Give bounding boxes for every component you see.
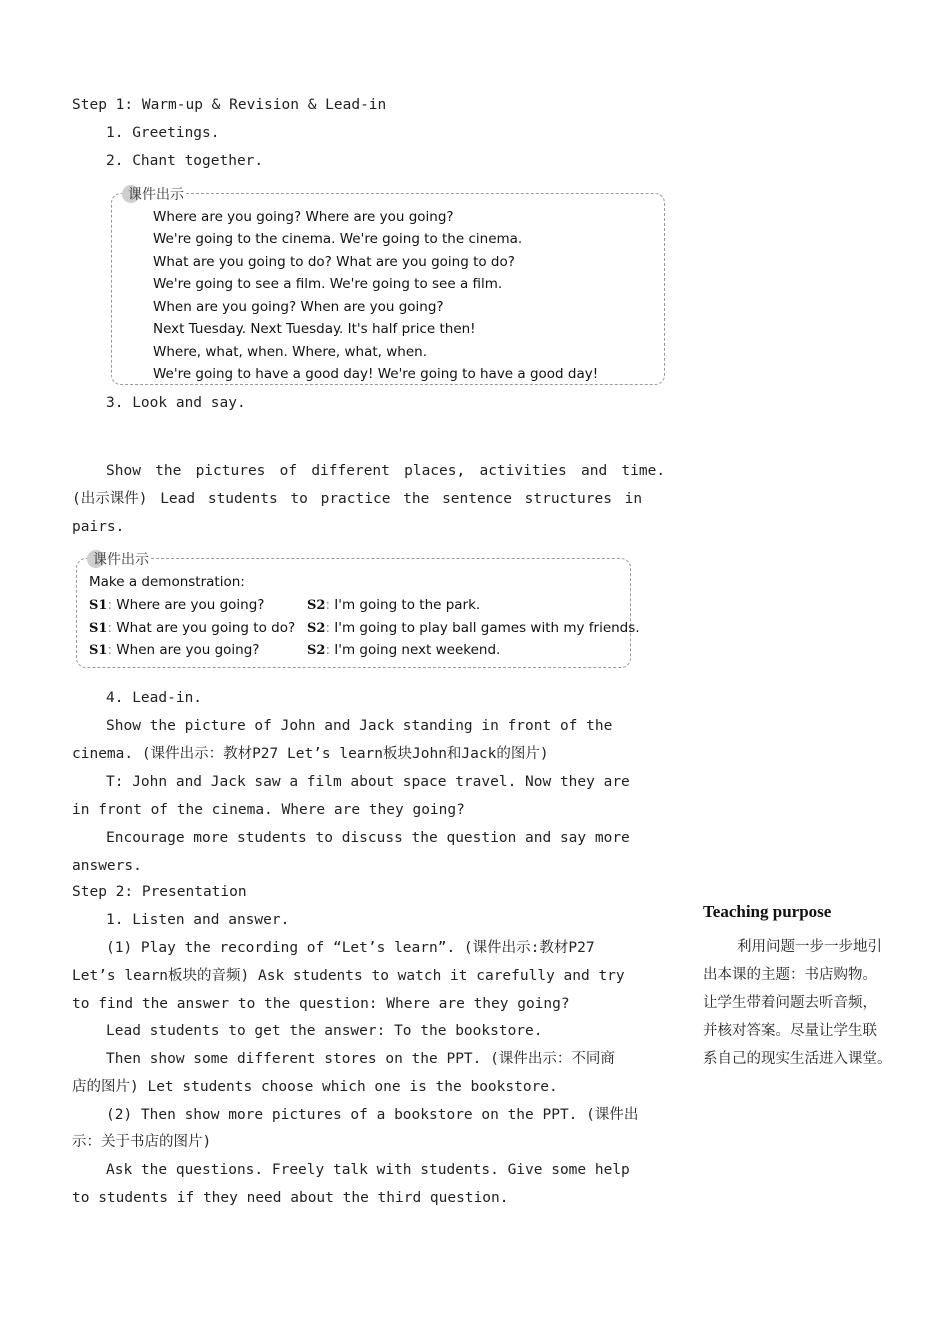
paragraph-line: Show the picture of John and Jack standing in front of the <box>106 718 613 734</box>
step1-item-look-and-say: 3. Look and say. <box>106 395 246 411</box>
dialogue-s2: S2: I'm going to play ball games with my friends. <box>307 620 640 636</box>
paragraph-line: answers. <box>72 858 142 874</box>
paragraph-line: Encourage more students to discuss the question and say more <box>106 830 630 846</box>
paragraph-line: T: John and Jack saw a film about space travel. Now they are <box>106 774 630 790</box>
paragraph-line: Let’s learn板块的音频) Ask students to watch it carefully and try <box>72 968 625 984</box>
chant-line: Where, what, when. Where, what, when. <box>153 344 427 360</box>
paragraph-line: in front of the cinema. Where are they going? <box>72 802 465 818</box>
chant-line: What are you going to do? What are you going to do? <box>153 254 515 270</box>
dialogue-s2: S2: I'm going next weekend. <box>307 642 501 658</box>
paragraph-line: 店的图片) Let students choose which one is the bookstore. <box>72 1079 558 1095</box>
dialogue-s1: S1: When are you going? <box>89 642 260 658</box>
demo-title: Make a demonstration: <box>89 574 245 590</box>
chant-line: We're going to the cinema. We're going to the cinema. <box>153 231 523 247</box>
teaching-purpose-line: 利用问题一步一步地引 <box>737 939 882 955</box>
paragraph-line: (1) Play the recording of “Let’s learn”. (课件出示:教材P27 <box>106 940 595 956</box>
step1-heading: Step 1: Warm-up & Revision & Lead-in <box>72 97 387 113</box>
paragraph-line: Ask the questions. Freely talk with students. Give some help <box>106 1162 630 1178</box>
chant-line: Next Tuesday. Next Tuesday. It's half price then! <box>153 321 476 337</box>
paragraph-line: (出示课件) Lead students to practice the sentence structures in <box>72 491 643 507</box>
demonstration-box-tag: 课件出示 <box>87 549 151 569</box>
paragraph-line: cinema. (课件出示：教材P27 Let’s learn板块John和Jack的图片) <box>72 746 549 762</box>
chant-box-tag: 课件出示 <box>122 184 186 204</box>
chant-line: Where are you going? Where are you going? <box>153 209 454 225</box>
chant-line: We're going to see a film. We're going to see a film. <box>153 276 503 292</box>
paragraph-line: pairs. <box>72 519 125 535</box>
dialogue-s1: S1: Where are you going? <box>89 597 265 613</box>
paragraph-line: 示：关于书店的图片) <box>72 1134 212 1150</box>
step1-item-lead-in: 4. Lead-in. <box>106 690 203 706</box>
step1-item-greetings: 1. Greetings. <box>106 125 220 141</box>
step2-heading: Step 2: Presentation <box>72 884 247 900</box>
paragraph-line: Then show some different stores on the PPT. (课件出示：不同商 <box>106 1051 615 1067</box>
teaching-purpose-line: 出本课的主题：书店购物。 <box>703 967 877 983</box>
teaching-purpose-title: Teaching purpose <box>703 902 832 921</box>
chant-line: When are you going? When are you going? <box>153 299 444 315</box>
paragraph-line: Lead students to get the answer: To the bookstore. <box>106 1023 543 1039</box>
teaching-purpose-line: 并核对答案。尽量让学生联 <box>703 1023 877 1039</box>
teaching-purpose-line: 让学生带着问题去听音频， <box>703 995 877 1011</box>
paragraph-line: to students if they need about the third question. <box>72 1190 509 1206</box>
paragraph-line: to find the answer to the question: Where are they going? <box>72 996 570 1012</box>
paragraph-line: Show the pictures of different places, activities and time. <box>106 463 666 479</box>
dialogue-s2: S2: I'm going to the park. <box>307 597 481 613</box>
chant-line: We're going to have a good day! We're going to have a good day! <box>153 366 599 382</box>
paragraph-line: (2) Then show more pictures of a bookstore on the PPT. (课件出 <box>106 1107 639 1123</box>
dialogue-s1: S1: What are you going to do? <box>89 620 296 636</box>
step2-item-listen: 1. Listen and answer. <box>106 912 290 928</box>
teaching-purpose-line: 系自己的现实生活进入课堂。 <box>703 1051 892 1067</box>
step1-item-chant: 2. Chant together. <box>106 153 264 169</box>
